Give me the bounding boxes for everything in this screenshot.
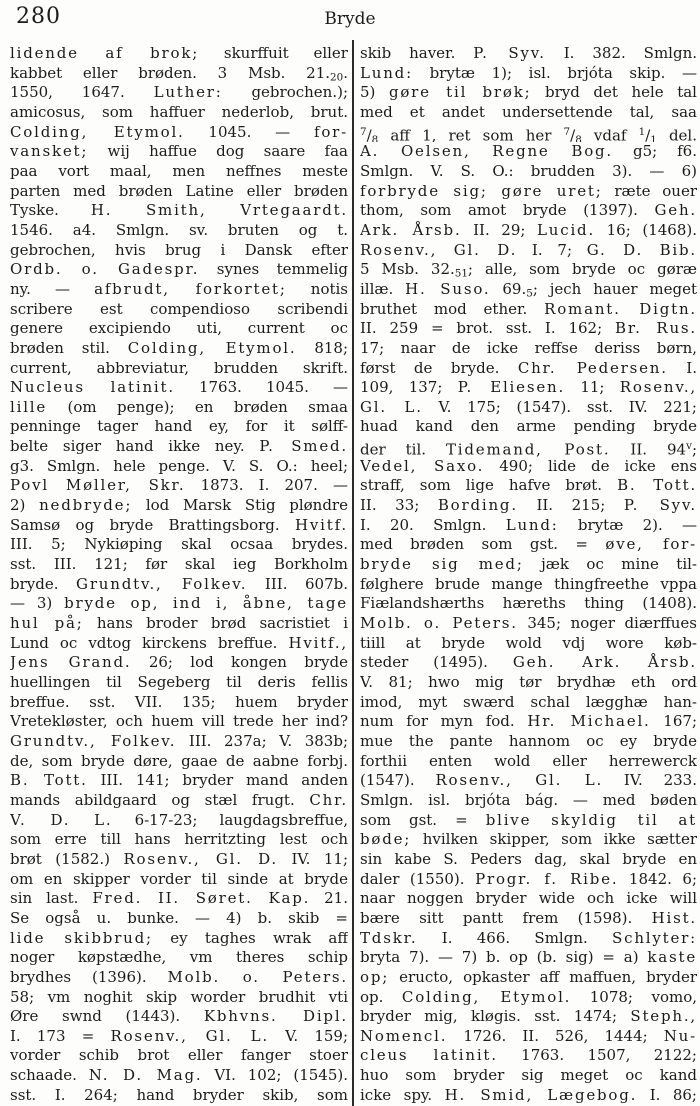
text-line: Nucleus latinit. 1763. 1045. — [10, 378, 348, 397]
text-line: $^7$/8 aff 1, ret som her $^7$/8 vdaf $^1$/1 del. [360, 125, 697, 143]
text-line: Vretekløster, och huem vill trede her ind? [10, 712, 348, 731]
text-line: mands abildgaard og stæl frugt. Chr. [10, 790, 348, 809]
text-line: cleus latinit. 1763. 1507, 2122; [360, 1046, 697, 1065]
text-line: Se også u. bunke. — 4) b. skib = [10, 908, 348, 927]
text-line: lidende af brok; skurffuit eller [10, 44, 348, 62]
text-line: breffue. sst. VII. 135; huem bryder [10, 692, 348, 711]
text-line: tiill at bryde wold vdj wore køb- [360, 633, 697, 652]
text-line: noger køpstædhe, vm theres schip [10, 948, 348, 967]
text-line: gebrochen, hvis brug i Dansk efter [10, 240, 348, 259]
text-line: scribere est compendioso scribendi [10, 299, 348, 318]
text-line: steder (1495). Geh. Ark. Årsb. [360, 653, 697, 672]
text-line: penninge tager hand ey, for it sølff- [10, 417, 348, 436]
text-line: bryde. Grundtv., Folkev. III. 607b. [10, 574, 348, 593]
text-line: II. 259 = brot. sst. I. 162; Br. Rus. [360, 319, 697, 338]
text-line: som erre till hans herritzting lest och [10, 830, 348, 849]
text-line: schaade. N. D. Mag. VI. 102; (1545). [10, 1066, 348, 1085]
text-line: imod, myt swærd schal lægghæ han- [360, 692, 697, 711]
running-head: Bryde [324, 9, 376, 29]
text-line: parten med brøden Latine eller brøden [10, 181, 348, 200]
text-line: 2) nedbryde; lod Marsk Stig pløndre [10, 496, 348, 515]
text-line: 5 Msb. 32.51; alle, som bryde oc gøræ [360, 260, 697, 280]
text-line: forbryde sig; gøre uret; ræte ouer [360, 181, 697, 200]
text-line: 17; naar de icke reffse deriss børn, [360, 338, 697, 357]
text-line: mue the pante hannom oc ey bryde [360, 731, 697, 750]
text-line: amicosus, som haffuer nederlob, brut. [10, 102, 348, 121]
text-line: sst. I. 264; hand bryder skib, som [10, 1085, 348, 1104]
text-line: om en skipper vorder til sinde at bryde [10, 869, 348, 888]
text-line: bryta 7). — 7) b. op (b. sig) = a) kaste [360, 948, 697, 967]
text-line: Fiælandshærths hæreths thing (1408). [360, 594, 697, 613]
text-line: brøden stil. Colding, Etymol. 818; [10, 338, 348, 357]
text-line: ny. — afbrudt, forkortet; notis [10, 279, 348, 298]
text-line: icke spy. H. Smid, Lægebog. I. 86; [360, 1085, 697, 1104]
text-line: daler (1550). Progr. f. Ribe. 1842. 6; [360, 869, 697, 888]
text-line: lille (om penge); en brøden smaa [10, 397, 348, 416]
text-line: A. Oelsen, Regne Bog. g5; f6. [360, 142, 697, 161]
text-line: huo som bryder sig meget oc kand [360, 1066, 697, 1085]
text-line: huad kand den arme pending bryde [360, 417, 697, 436]
text-line: 1546. a4. Smlgn. sv. bruten og t. [10, 220, 348, 239]
text-line: Jens Grand. 26; lod kongen bryde [10, 653, 348, 672]
text-line: 1550, 1647. Luther: gebrochen.); [10, 83, 348, 102]
text-line: kabbet eller brøden. 3 Msb. 21.20. [10, 63, 348, 84]
text-line: illæ. H. Suso. 69.5; jech hauer meget [360, 279, 697, 300]
text-line: sin last. Fred. II. Søret. Kap. 21. [10, 889, 348, 908]
text-line: vansket; wij haffue dog saare faa [10, 142, 348, 161]
text-line: Colding, Etymol. 1045. — for- [10, 122, 348, 141]
text-line: op. Colding, Etymol. 1078; vomo, [360, 987, 697, 1006]
text-line: bøde; hvilken skipper, som ikke sætter [360, 830, 697, 849]
text-line: 58; vm noghit skip worder brudhit vti [10, 987, 348, 1006]
text-line: Smlgn. V. S. O.: brudden 3). — 6) [360, 161, 697, 180]
text-line: følghere brude mange thingfreethe vppa [360, 574, 697, 593]
text-line: naar noggen bryder wide och icke will [360, 889, 697, 908]
text-line: V. D. L. 6-17-23; laugdagsbreffue, [10, 810, 348, 829]
column-divider-rule [352, 40, 354, 1106]
text-line: Ordb. o. Gadespr. synes temmelig [10, 260, 348, 279]
text-line: I. 173 = Rosenv., Gl. L. V. 159; [10, 1026, 348, 1045]
text-line: Grundtv., Folkev. III. 237a; V. 383b; [10, 731, 348, 750]
text-line: bruthet mod ether. Romant. Digtn. [360, 299, 697, 318]
text-line: sin kabe S. Peders dag, skal bryde en [360, 849, 697, 868]
text-line: huellingen til Segeberg til deris fellis [10, 673, 348, 691]
text-line: II. 33; Bording. II. 215; P. Syv. [360, 496, 697, 515]
text-line: først de bryde. Chr. Pedersen. I. [360, 358, 697, 377]
text-line: forthii enten wold eller herrewerck [360, 751, 697, 770]
text-line: som gst. = blive skyldig til at [360, 810, 697, 829]
text-line: Rosenv., Gl. D. I. 7; G. D. Bib. [360, 240, 697, 259]
text-line: Øre swnd (1443). Kbhvns. Dipl. [10, 1007, 348, 1026]
text-line: g3. Smlgn. hele penge. V. S. O.: heel; [10, 456, 348, 475]
text-line: med et andet undersettende tal, saa [360, 102, 697, 121]
text-line: V. 81; hwo mig tør brydhæ eth ord [360, 673, 697, 691]
text-line: Lund: brytæ 1); isl. brjóta skip. — [360, 63, 697, 82]
text-line: Ark. Årsb. II. 29; Lucid. 16; (1468). [360, 220, 697, 239]
left-column [10, 44, 348, 1105]
text-line: num for myn fod. Hr. Michael. 167; [360, 712, 697, 731]
text-line: bryder mig, kløgis. sst. 1474; Steph., [360, 1007, 697, 1026]
text-line: (1547). Rosenv., Gl. L. IV. 233. [360, 771, 697, 790]
text-line: — 3) bryde op, ind i, åbne, tage [10, 594, 348, 613]
text-line: genere excipiendo uti, current oc [10, 319, 348, 338]
text-line: current, abbreviatur, brudden skrift. [10, 358, 348, 377]
text-line: Samsø og bryde Brattingsborg. Hvitf. [10, 515, 348, 534]
text-line: Nomencl. 1726. II. 526, 1444; Nu- [360, 1026, 697, 1045]
text-line: III. 5; Nykiøping skal ocsaa brydes. [10, 535, 348, 554]
text-line: Gl. L. V. 175; (1547). sst. IV. 221; [360, 397, 697, 416]
text-line: bryde sig med; jæk oc mine til- [360, 555, 697, 574]
text-line: I. 20. Smlgn. Lund: brytæ 2). — [360, 515, 697, 534]
text-line: lide skibbrud; ey taghes wrak aff [10, 928, 348, 947]
text-line: B. Tott. III. 141; bryder mand anden [10, 771, 348, 790]
text-line: sst. III. 121; før skal ieg Borkholm [10, 555, 348, 574]
text-line: brydhes (1396). Molb. o. Peters. [10, 967, 348, 986]
text-line: thom, som amot bryde (1397). Geh. [360, 201, 697, 220]
text-line: bære sitt pantt frem (1598). Hist. [360, 908, 697, 927]
text-line: belte siger hand ikke ney. P. Smed. [10, 437, 348, 456]
right-column [360, 44, 697, 1105]
text-line: 109, 137; P. Eliesen. 11; Rosenv., [360, 378, 697, 397]
text-line: straff, som lige hafve brøt. B. Tott. [360, 476, 697, 495]
text-line: hul på; hans broder brød sacristiet i [10, 614, 348, 633]
text-line: Tyske. H. Smith, Vrtegaardt. [10, 201, 348, 220]
text-line: Tdskr. I. 466. Smlgn. Schlyter: [360, 928, 697, 947]
text-line: skib haver. P. Syv. I. 382. Smlgn. [360, 44, 697, 62]
text-line: op; eructo, opkaster aff maffuen, bryder [360, 967, 697, 986]
text-line: Lund oc vdtog kirckens breffue. Hvitf., [10, 633, 348, 652]
text-line: de, som bryde døre, gaae de aabne forbj. [10, 751, 348, 770]
text-line: Molb. o. Peters. 345; noger diærffues [360, 614, 697, 633]
text-line: vorder schib brot eller fanger stoer [10, 1046, 348, 1065]
text-line: Povl Møller, Skr. 1873. I. 207. — [10, 476, 348, 495]
page-number: 280 [16, 4, 61, 29]
text-line: med brøden som gst. = øve, for- [360, 535, 697, 554]
text-line: der til. Tidemand, Post. II. 94$^v$; [360, 440, 697, 457]
text-line: Vedel, Saxo. 490; lide de icke ens [360, 456, 697, 475]
text-line: 5) gøre til brøk; bryd det hele tal [360, 83, 697, 102]
text-line: Smlgn. isl. brjóta bág. — med bøden [360, 790, 697, 809]
text-line: paa vort maal, men neffnes meste [10, 161, 348, 180]
text-line: brøt (1582.) Rosenv., Gl. D. IV. 11; [10, 849, 348, 868]
